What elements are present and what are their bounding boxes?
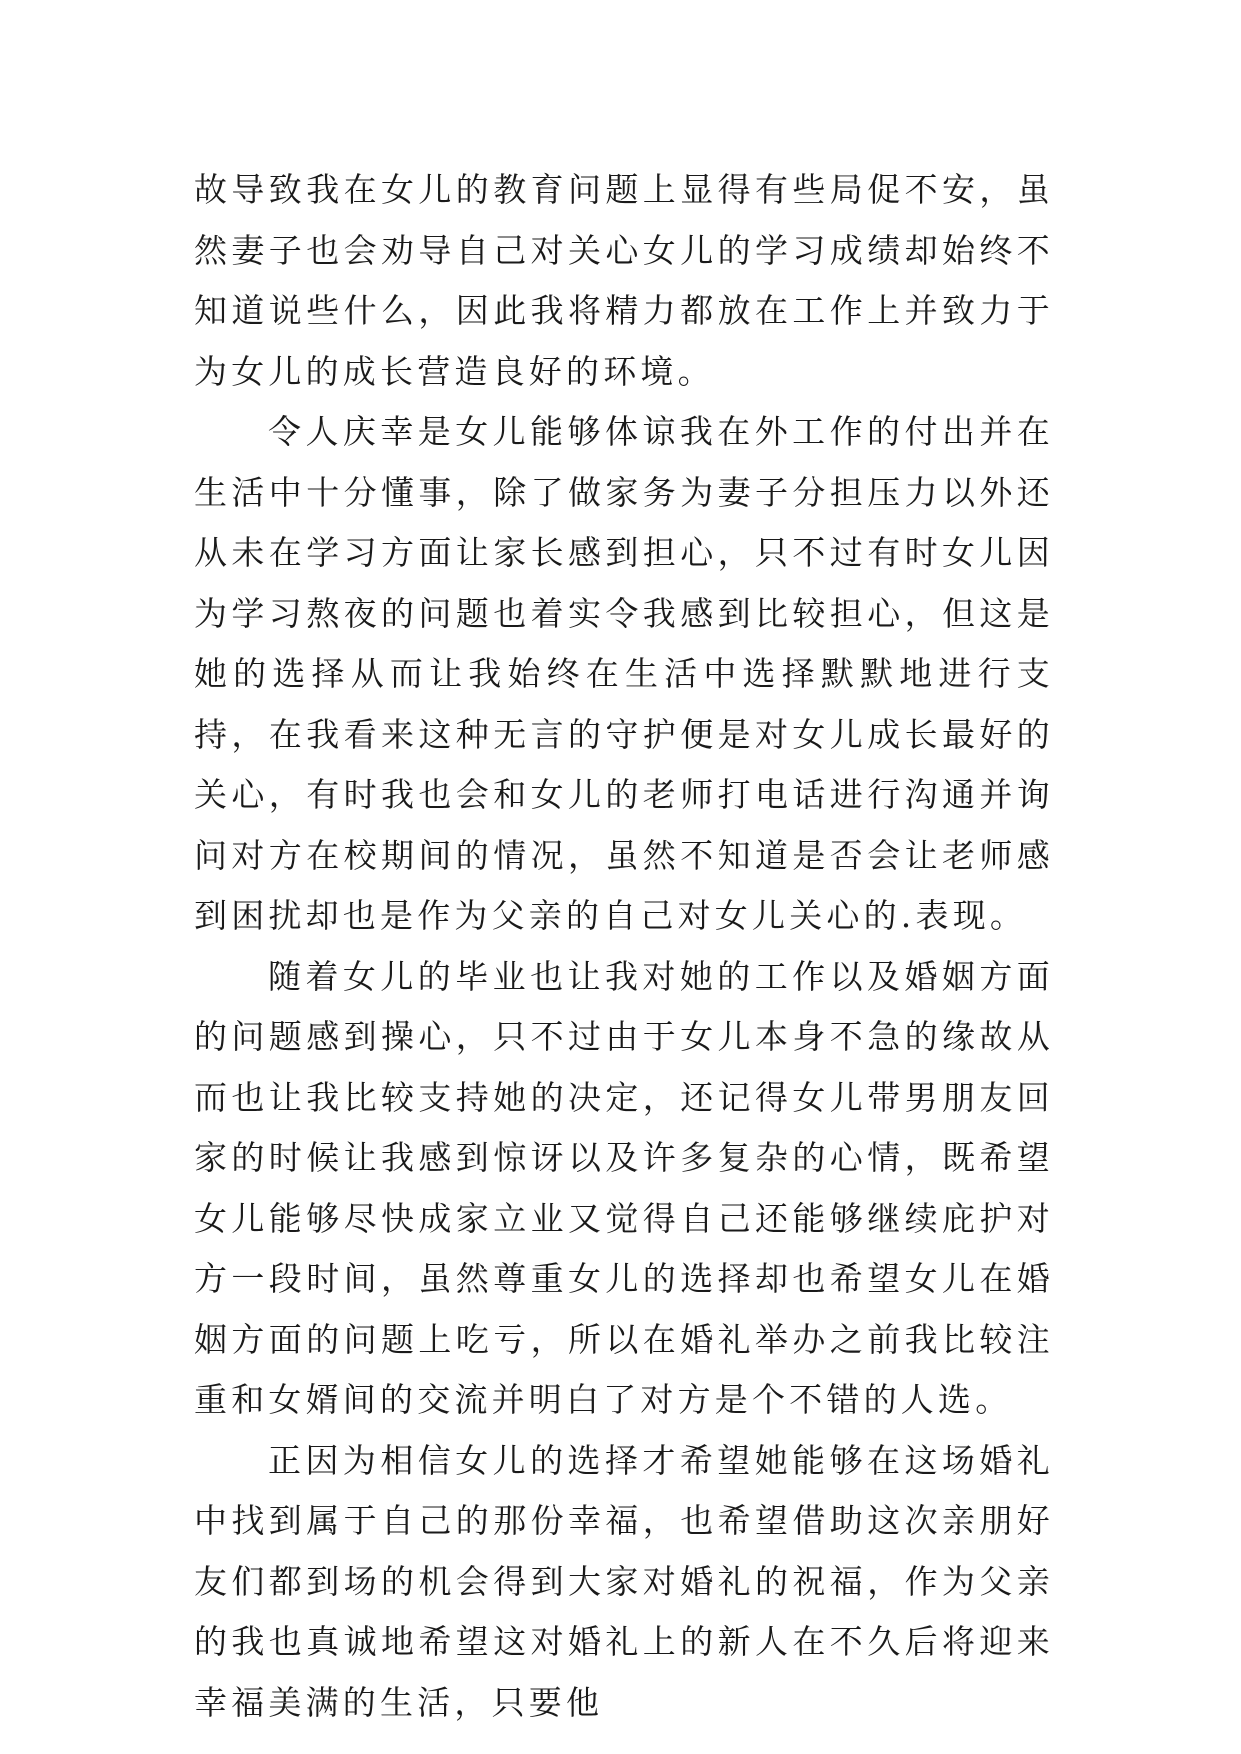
paragraph-1: 故导致我在女儿的教育问题上显得有些局促不安，虽然妻子也会劝导自己对关心女儿的学习成绩却始终不知道说些什么，因此我将精力都放在工作上并致力于为女儿的成长营造良好的环境。 xyxy=(194,170,1054,391)
paragraph-3: 随着女儿的毕业也让我对她的工作以及婚姻方面的问题感到操心，只不过由于女儿本身不急的缘故从而也让我比较支持她的决定，还记得女儿带男朋友回家的时候让我感到惊讶以及许多复杂的心情，既希望女儿能够尽快成家立业又觉得自己还能够继续庇护对方一段时间，虽然尊重女儿的选择却也希望女儿在婚姻方面的问题上吃亏，所以在婚礼举办之前我比较注重和女婿间的交流并明白了对方是个不错的人选。 xyxy=(194,956,1054,1419)
document-body xyxy=(194,160,1054,1733)
paragraph-4: 正因为相信女儿的选择才希望她能够在这场婚礼中找到属于自己的那份幸福，也希望借助这次亲朋好友们都到场的机会得到大家对婚礼的祝福，作为父亲的我也真诚地希望这对婚礼上的新人在不久后将迎来幸福美满的生活，只要他 xyxy=(194,1440,1054,1722)
paragraph-2: 令人庆幸是女儿能够体谅我在外工作的付出并在生活中十分懂事，除了做家务为妻子分担压力以外还从未在学习方面让家长感到担心，只不过有时女儿因为学习熬夜的问题也着实令我感到比较担心，但这是她的选择从而让我始终在生活中选择默默地进行支持，在我看来这种无言的守护便是对女儿成长最好的关心，有时我也会和女儿的老师打电话进行沟通并询问对方在校期间的情况，虽然不知道是否会让老师感到困扰却也是作为父亲的自己对女儿关心的.表现。 xyxy=(194,412,1054,935)
